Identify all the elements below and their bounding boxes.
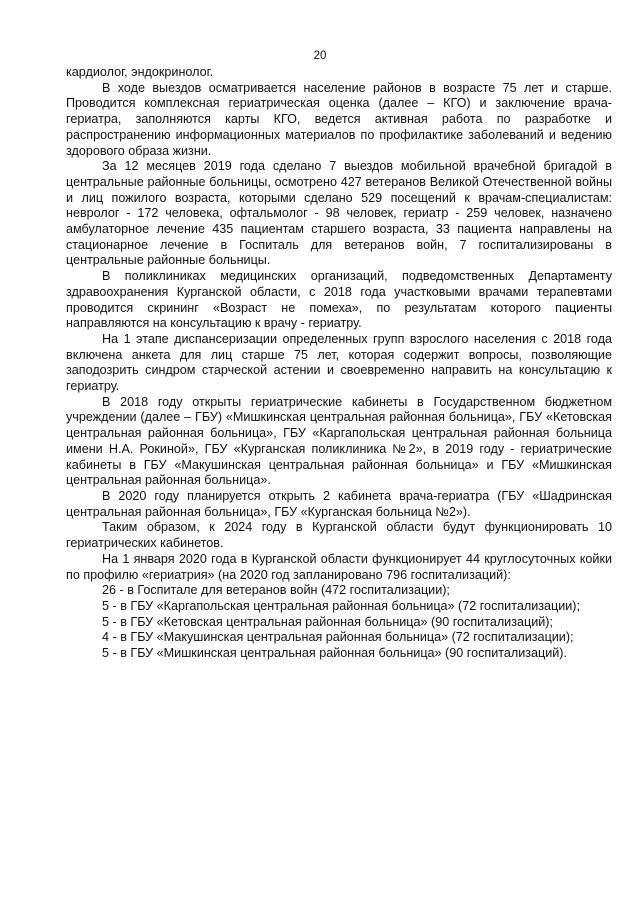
document-body bbox=[66, 65, 612, 662]
list-item: 5 - в ГБУ «Кетовская центральная районная больница» (90 госпитализаций); bbox=[102, 614, 553, 629]
list-item: 5 - в ГБУ «Мишкинская центральная районная больница» (90 госпитализаций). bbox=[102, 646, 567, 661]
paragraph-2020-plan: В 2020 году планируется открыть 2 кабинета врача-гериатра (ГБУ «Шадринская центральная районная больница», ГБУ «Курганская больница №2»). bbox=[66, 488, 612, 519]
paragraph-beds: На 1 января 2020 года в Курганской области функционирует 44 круглосуточных койки по профилю «гериатрия» (на 2020 год запланировано 796 госпитализаций): bbox=[66, 551, 612, 582]
paragraph-screening: В поликлиниках медицинских организаций, подведомственных Департаменту здравоохранения Курганской области, с 2018 года участковыми врачами терапевтами проводится скрининг «Возраст не помеха», по результатам которого пациенты направляются на консультацию к врачу - гериатру. bbox=[66, 269, 612, 331]
page-number: 20 bbox=[313, 50, 327, 62]
paragraph-2024-goal: Таким образом, к 2024 году в Курганской области будут функционировать 10 гериатрических кабинетов. bbox=[66, 520, 612, 551]
paragraph-2019-results: За 12 месяцев 2019 года сделано 7 выездов мобильной врачебной бригадой в центральные районные больницы, осмотрено 427 ветеранов Великой Отечественной войны и лиц пожилого возраста, которыми сделано 529 посещений к врачам-специалистам: невролог - 172 человека, офтальмолог - 98 человек, гериатр - 259 человек, назначено амбулаторное лечение 435 пациентам старшего возраста, 33 пациента направлены на стационарное лечение в Госпиталь для ветеранов войн, 7 госпитализированы в центральные районные больницы. bbox=[66, 159, 612, 268]
paragraph-continuation: кардиолог, эндокринолог. bbox=[66, 65, 214, 79]
list-item: 5 - в ГБУ «Каргапольская центральная районная больница» (72 госпитализации); bbox=[102, 598, 580, 613]
paragraph-visits: В ходе выездов осматривается население районов в возрасте 75 лет и старше. Проводится комплексная гериатрическая оценка (далее – КГО) и заключение врача-гериатра, заполняются карты КГО, ведется активная работа по разработке и распространению информационных материалов по профилактике заболеваний и ведению здорового образа жизни. bbox=[66, 80, 612, 158]
list-item: 4 - в ГБУ «Макушинская центральная районная больница» (72 госпитализации); bbox=[102, 630, 574, 645]
list-item: 26 - в Госпитале для ветеранов войн (472 госпитализации); bbox=[102, 583, 450, 598]
paragraph-geriatric-offices-opened: В 2018 году открыты гериатрические кабинеты в Государственном бюджетном учреждении (далее – ГБУ) «Мишкинская центральная районная больница», ГБУ «Кетовская центральная районная больница», ГБУ «Каргапольская центральная районная больница имени Н.А. Рокиной», ГБУ «Курганская поликлиника №2», в 2019 году - гериатрические кабинеты в ГБУ «Макушинская центральная районная больница» и ГБУ «Мишкинская центральная районная больница». bbox=[66, 394, 612, 488]
paragraph-dispensarization: На 1 этапе диспансеризации определенных групп взрослого населения с 2018 года включена анкета для лиц старше 75 лет, которая содержит вопросы, позволяющие заподозрить синдром старческой астении и своевременно направить на консультацию к гериатру. bbox=[66, 331, 612, 394]
